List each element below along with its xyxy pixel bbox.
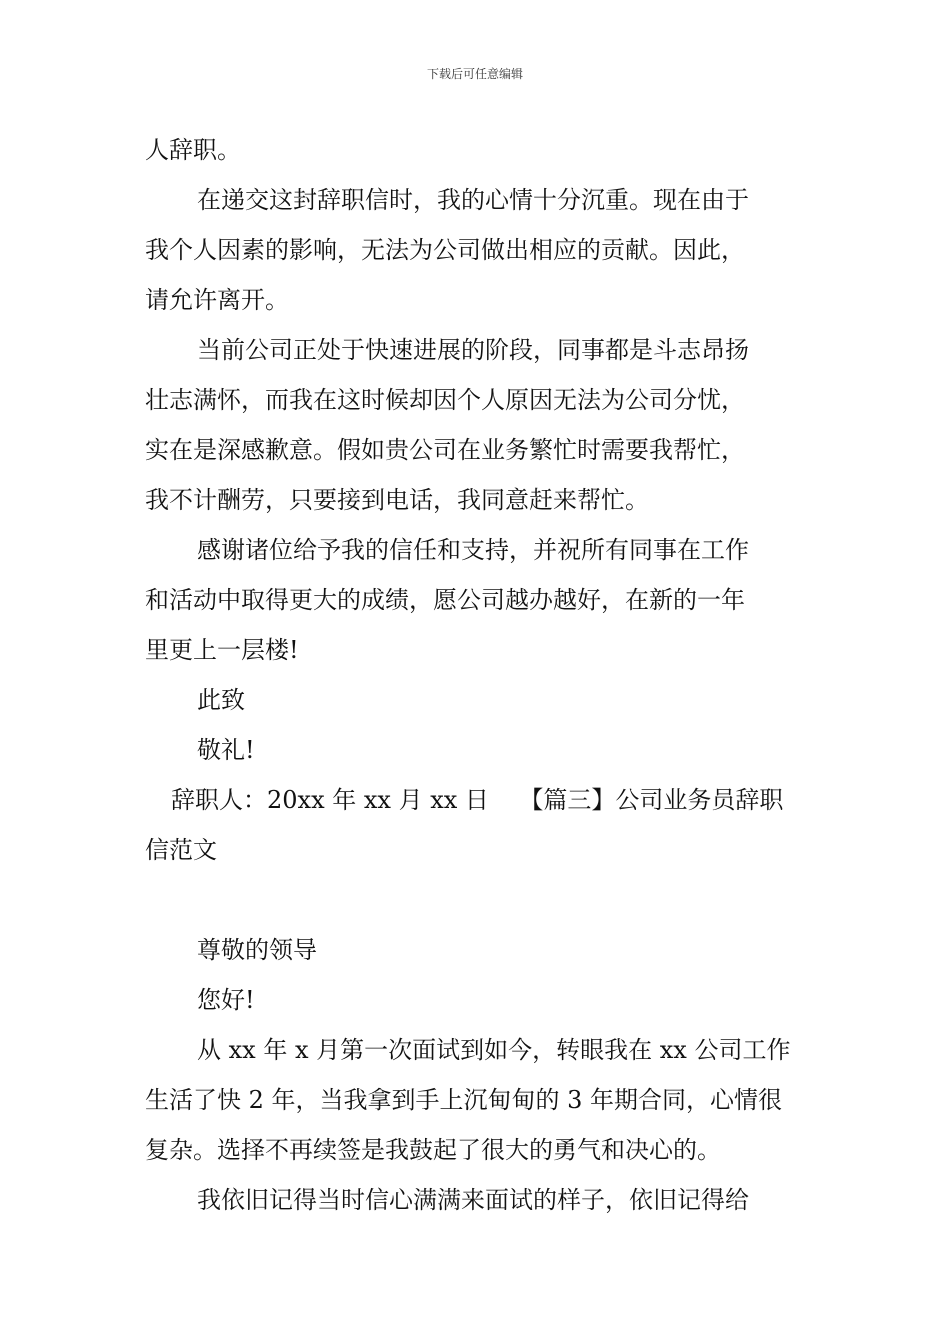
text-line: 请允许离开。: [145, 286, 289, 314]
text-line: 我不计酬劳，只要接到电话，我同意赶来帮忙。: [145, 486, 649, 514]
text-line: 和活动中取得更大的成绩，愿公司越办越好，在新的一年: [145, 586, 745, 614]
text-line: 里更上一层楼!: [145, 636, 299, 664]
paragraph-start-line: 我依旧记得当时信心满满来面试的样子，依旧记得给: [197, 1186, 749, 1214]
text-line: 人辞职。: [145, 136, 241, 164]
signature-line: 辞职人：20xx 年 xx 月 xx 日 【篇三】公司业务员辞职: [171, 786, 784, 814]
text-line: 生活了快 2 年，当我拿到手上沉甸甸的 3 年期合同，心情很: [145, 1086, 783, 1114]
paragraph-start-line: 当前公司正处于快速进展的阶段，同事都是斗志昂扬: [197, 336, 749, 364]
closing-salutation: 此致: [197, 686, 245, 714]
section-title-continuation: 信范文: [145, 836, 217, 864]
paragraph-start-line: 从 xx 年 x 月第一次面试到如今，转眼我在 xx 公司工作: [197, 1036, 791, 1064]
paragraph-start-line: 在递交这封辞职信时，我的心情十分沉重。现在由于: [197, 186, 749, 214]
text-line: 壮志满怀，而我在这时候却因个人原因无法为公司分忧，: [145, 386, 745, 414]
blank-gap: [145, 875, 810, 925]
closing-regards: 敬礼!: [197, 736, 255, 764]
letter-greeting: 尊敬的领导: [197, 936, 317, 964]
letter-hello: 您好!: [197, 986, 255, 1014]
text-line: 实在是深感歉意。假如贵公司在业务繁忙时需要我帮忙，: [145, 436, 745, 464]
page-header: 下载后可任意编辑: [426, 67, 523, 81]
document-body: [145, 125, 810, 1225]
paragraph-start-line: 感谢诸位给予我的信任和支持，并祝所有同事在工作: [197, 536, 749, 564]
text-line: 我个人因素的影响，无法为公司做出相应的贡献。因此，: [145, 236, 745, 264]
text-line: 复杂。选择不再续签是我鼓起了很大的勇气和决心的。: [145, 1136, 721, 1164]
